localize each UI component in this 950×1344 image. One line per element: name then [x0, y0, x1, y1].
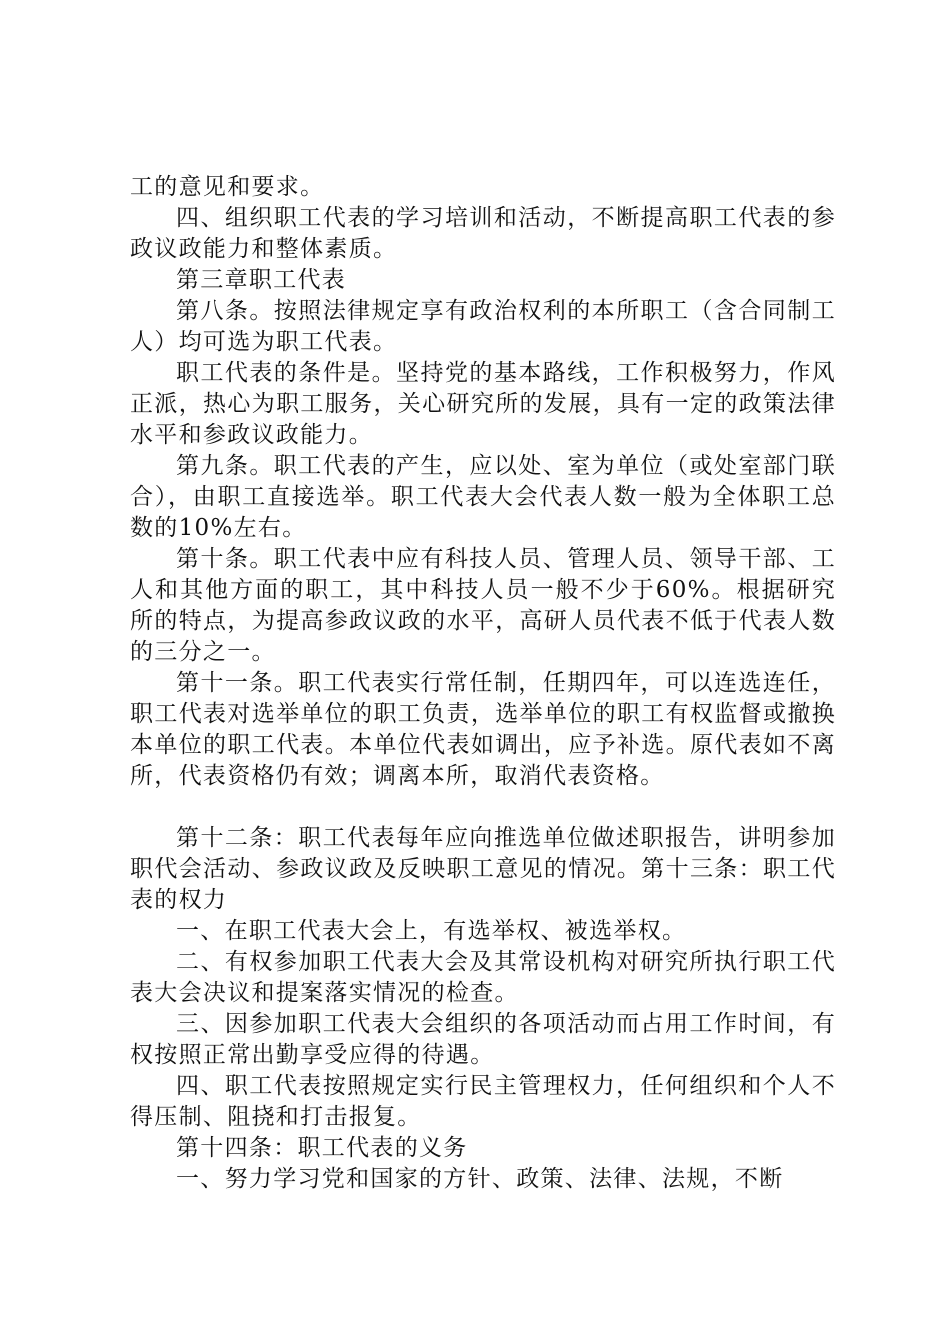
- article-eight: 第八条。按照法律规定享有政治权利的本所职工（含合同制工人）均可选为职工代表。: [130, 298, 836, 355]
- duty-item-one: 一、努力学习党和国家的方针、政策、法律、法规，不断: [176, 1166, 784, 1192]
- article-eleven: 第十一条。职工代表实行常任制，任期四年，可以连选连任，职工代表对选举单位的职工负责，选举单位的职工有权监督或撤换本单位的职工代表。本单位代表如调出，应予补选。原代表如不离所，代表资格仍有效；调离本所，取消代表资格。: [130, 670, 836, 789]
- right-item-two: 二、有权参加职工代表大会及其常设机构对研究所执行职工代表大会决议和提案落实情况的检查。: [130, 949, 836, 1006]
- paragraph-item-four: 四、组织职工代表的学习培训和活动，不断提高职工代表的参政议政能力和整体素质。: [130, 205, 836, 262]
- article-nine: 第九条。职工代表的产生，应以处、室为单位（或处室部门联合），由职工直接选举。职工代表大会代表人数一般为全体职工总数的10%左右。: [130, 453, 836, 541]
- paragraph-continuation: 工的意见和要求。: [130, 174, 325, 200]
- chapter-heading: 第三章职工代表: [176, 267, 347, 293]
- article-twelve-thirteen: 第十二条：职工代表每年应向推选单位做述职报告，讲明参加职代会活动、参政议政及反映职工意见的情况。第十三条：职工代表的权力: [130, 825, 836, 913]
- representative-conditions: 职工代表的条件是。坚持党的基本路线，工作积极努力，作风正派，热心为职工服务，关心研究所的发展，具有一定的政策法律水平和参政议政能力。: [130, 360, 836, 448]
- article-ten: 第十条。职工代表中应有科技人员、管理人员、领导干部、工人和其他方面的职工，其中科技人员一般不少于60%。根据研究所的特点，为提高参政议政的水平，高研人员代表不低于代表人数的三分之一。: [130, 546, 836, 665]
- document-body: [130, 172, 836, 1195]
- right-item-one: 一、在职工代表大会上，有选举权、被选举权。: [176, 918, 687, 944]
- article-fourteen: 第十四条：职工代表的义务: [176, 1135, 468, 1161]
- right-item-four: 四、职工代表按照规定实行民主管理权力，任何组织和个人不得压制、阻挠和打击报复。: [130, 1073, 836, 1130]
- blank-line: [130, 792, 836, 823]
- right-item-three: 三、因参加职工代表大会组织的各项活动而占用工作时间，有权按照正常出勤享受应得的待遇。: [130, 1011, 836, 1068]
